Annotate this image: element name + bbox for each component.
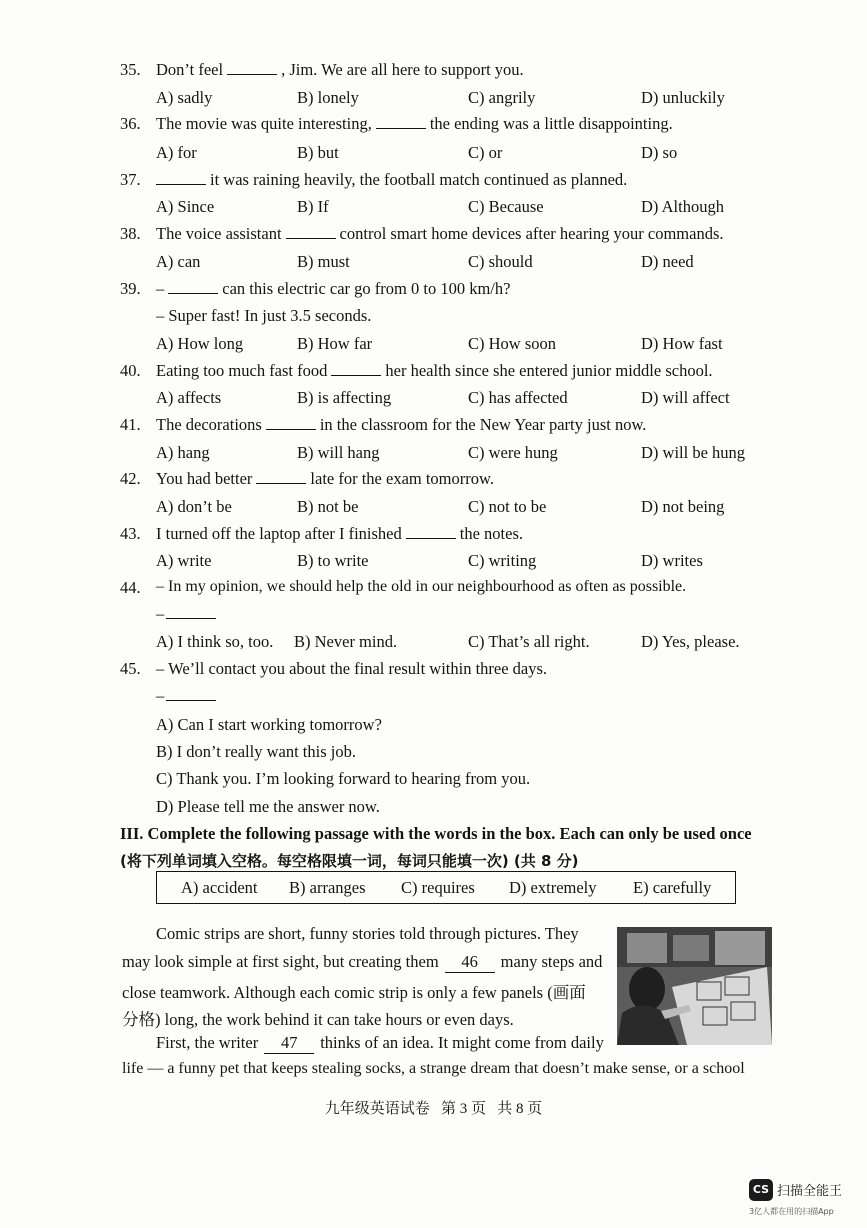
question-number: 40. (120, 361, 141, 380)
question-stem: The voice assistant control smart home devices after hearing your commands. (156, 224, 724, 243)
option-b: B) not be (297, 497, 359, 516)
option-c: C) writing (468, 551, 537, 570)
question-stem: I turned off the laptop after I finished the notes. (156, 524, 523, 543)
answer-blank (331, 361, 381, 376)
option-d: D) so (641, 143, 678, 162)
option-c: C) or (468, 143, 503, 162)
word-option: A) accident (181, 878, 258, 897)
word-option: C) requires (401, 878, 475, 897)
option-a: A) don’t be (156, 497, 232, 516)
option-d: D) will affect (641, 388, 730, 407)
question-number: 44. (120, 578, 141, 597)
option-b: B) If (297, 197, 329, 216)
question-number: 42. (120, 469, 141, 488)
option-b: B) lonely (297, 88, 359, 107)
option-b: B) I don’t really want this job. (156, 742, 356, 761)
option-d: D) Although (641, 197, 724, 216)
option-b: B) is affecting (297, 388, 392, 407)
option-b: B) to write (297, 551, 369, 570)
question-stem: it was raining heavily, the football match continued as planned. (156, 170, 627, 190)
option-c: C) not to be (468, 497, 547, 516)
option-b: B) How far (297, 334, 373, 353)
question-number: 41. (120, 415, 141, 434)
question-stem: The decorations in the classroom for the New Year party just now. (156, 415, 647, 434)
question-number: 38. (120, 224, 141, 243)
question-number: 37. (120, 170, 141, 189)
question-stem: – We’ll contact you about the final result within three days. (156, 659, 548, 678)
answer-blank (256, 469, 306, 484)
section-instruction: (将下列单词填入空格。每空格限填一词，每词只能填一次) (共 8 分) (120, 852, 579, 870)
option-d: D) Please tell me the answer now. (156, 797, 380, 816)
question-number: 45. (120, 659, 141, 678)
answer-blank (266, 415, 316, 430)
option-d: D) need (641, 252, 694, 271)
option-c: C) has affected (468, 388, 568, 407)
option-c: C) That’s all right. (468, 632, 590, 651)
option-d: D) Yes, please. (641, 632, 740, 651)
blank-46: 46 (445, 952, 495, 973)
answer-blank (286, 224, 336, 239)
option-c: C) angrily (468, 88, 536, 107)
option-d: D) not being (641, 497, 725, 516)
word-option: B) arranges (289, 878, 366, 897)
camscanner-tagline: 3亿人都在用的扫描App (749, 1207, 834, 1216)
option-a: A) I think so, too. (156, 632, 274, 651)
question-stem: – In my opinion, we should help the old in our neighbourhood as often as possible. (156, 578, 687, 595)
option-d: D) writes (641, 551, 703, 570)
blank-47: 47 (264, 1033, 314, 1054)
option-b: B) must (297, 252, 350, 271)
dialogue-reply: – (156, 604, 220, 624)
passage-line: 分格) long, the work behind it can take hours or even days. (122, 1010, 514, 1029)
answer-blank (227, 60, 277, 75)
option-c: C) How soon (468, 334, 557, 353)
option-a: A) for (156, 143, 197, 162)
answer-blank (376, 114, 426, 129)
option-a: A) affects (156, 388, 222, 407)
option-c: C) were hung (468, 443, 558, 462)
passage-line: First, the writer 47 thinks of an idea. It might come from daily (156, 1033, 604, 1052)
passage-line: close teamwork. Although each comic strip is only a few panels (画面 (122, 983, 586, 1002)
question-stem: Don’t feel , Jim. We are all here to support you. (156, 60, 524, 79)
option-c: C) should (468, 252, 533, 271)
option-a: A) Can I start working tomorrow? (156, 715, 382, 734)
option-a: A) can (156, 252, 201, 271)
camscanner-logo-icon: CS (749, 1179, 773, 1201)
passage-line: may look simple at first sight, but creating them 46 many steps and (122, 952, 603, 971)
option-a: A) How long (156, 334, 244, 353)
option-b: B) but (297, 143, 339, 162)
option-a: A) sadly (156, 88, 213, 107)
question-number: 43. (120, 524, 141, 543)
page-footer: 九年级英语试卷 第 3 页 共 8 页 (324, 1101, 543, 1117)
section-heading: III. Complete the following passage with the words in the box. Each can only be used once (120, 824, 752, 843)
dialogue-reply: – (156, 686, 220, 706)
question-number: 35. (120, 60, 141, 79)
option-b: B) will hang (297, 443, 380, 462)
question-stem: – can this electric car go from 0 to 100 km/h? (156, 279, 511, 298)
question-number: 36. (120, 114, 141, 133)
answer-blank (166, 686, 216, 701)
answer-blank (156, 170, 206, 185)
option-c: C) Thank you. I’m looking forward to hearing from you. (156, 769, 531, 788)
question-stem: The movie was quite interesting, the ending was a little disappointing. (156, 114, 673, 133)
word-option: E) carefully (633, 878, 712, 897)
passage-line: life — a funny pet that keeps stealing socks, a strange dream that doesn’t make sense, or a school (122, 1060, 745, 1077)
option-a: A) write (156, 551, 212, 570)
camscanner-name: 扫描全能王 (777, 1184, 843, 1199)
answer-blank (168, 279, 218, 294)
comic-artist-photo (617, 927, 772, 1045)
passage-line: Comic strips are short, funny stories told through pictures. They (156, 924, 579, 943)
option-a: A) hang (156, 443, 210, 462)
option-b: B) Never mind. (294, 632, 398, 651)
option-d: D) How fast (641, 334, 723, 353)
question-number: 39. (120, 279, 141, 298)
word-box (156, 871, 736, 904)
word-option: D) extremely (509, 878, 597, 897)
answer-blank (166, 604, 216, 619)
answer-blank (406, 524, 456, 539)
dialogue-reply: – Super fast! In just 3.5 seconds. (156, 306, 372, 325)
option-d: D) unluckily (641, 88, 725, 107)
option-a: A) Since (156, 197, 215, 216)
question-stem: Eating too much fast food her health since she entered junior middle school. (156, 361, 713, 380)
option-c: C) Because (468, 197, 544, 216)
question-stem: You had better late for the exam tomorrow. (156, 469, 494, 488)
option-d: D) will be hung (641, 443, 746, 462)
